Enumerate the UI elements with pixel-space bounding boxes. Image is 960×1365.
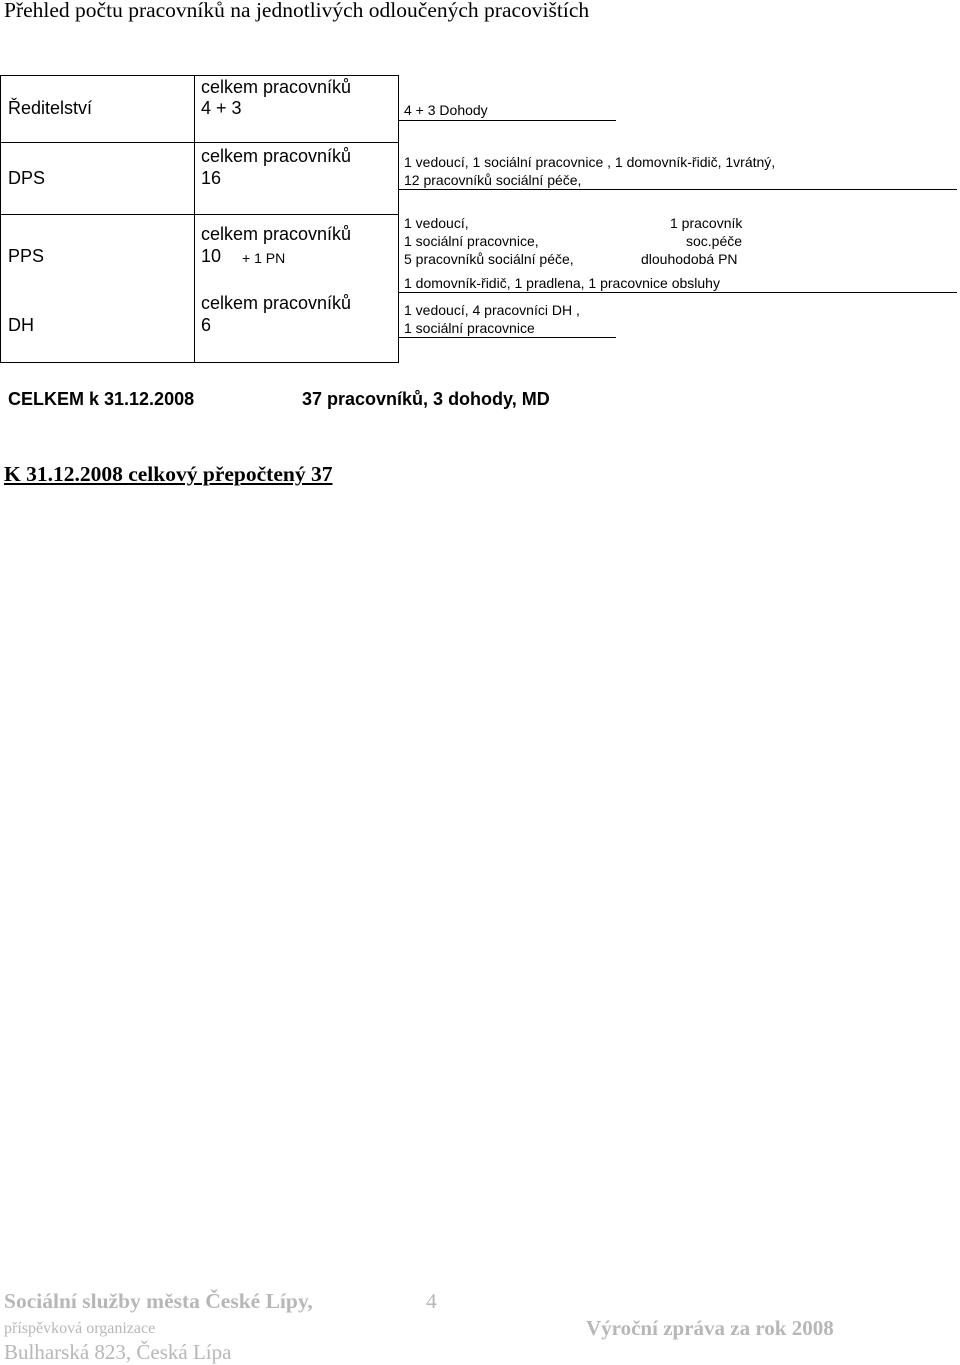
- staff-description: 1 vedoucí, 4 pracovníci DH ,: [404, 302, 580, 318]
- staff-description: 1 sociální pracovnice: [404, 320, 535, 336]
- unit-name: DPS: [8, 168, 46, 188]
- total-value: 37 pracovníků, 3 dohody, MD: [302, 389, 550, 409]
- table-col-divider-1: [194, 75, 195, 363]
- recalculated-total: K 31.12.2008 celkový přepočtený 37: [4, 462, 333, 486]
- count-value: 16: [201, 168, 222, 188]
- staff-description: 1 vedoucí,: [404, 215, 469, 231]
- staff-description: 1 domovník-řidič, 1 pradlena, 1 pracovnice obsluhy: [404, 275, 720, 291]
- table-row-line: [0, 142, 398, 143]
- footer-address: Bulharská 823, Česká Lípa: [4, 1340, 232, 1364]
- footer-report-title: Výroční zpráva za rok 2008: [586, 1316, 834, 1340]
- count-value: 6: [201, 315, 212, 335]
- staff-description: 4 + 3 Dohody: [404, 102, 488, 118]
- staff-description: 5 pracovníků sociální péče,: [404, 251, 574, 267]
- count-extra: + 1 PN: [242, 250, 286, 266]
- count-label: celkem pracovníků: [201, 293, 352, 313]
- count-value: 10: [201, 246, 222, 266]
- table-row-line: [0, 214, 398, 215]
- staff-description-right: 1 pracovník: [670, 215, 743, 231]
- table-top-line: [0, 75, 398, 76]
- staff-description-right: dlouhodobá PN: [641, 251, 738, 267]
- unit-name: Ředitelství: [8, 98, 93, 118]
- footer-organization-type: příspěvková organizace: [4, 1320, 156, 1337]
- desc-underline: [398, 292, 957, 293]
- table-col-divider-2: [398, 75, 399, 363]
- staff-description-right: soc.péče: [686, 233, 743, 249]
- count-label: celkem pracovníků: [201, 224, 352, 244]
- footer-organization-name: Sociální služby města České Lípy,: [4, 1289, 313, 1313]
- count-label: celkem pracovníků: [201, 77, 352, 97]
- desc-underline: [398, 189, 957, 190]
- count-value: 4 + 3: [201, 98, 242, 118]
- desc-underline: [398, 337, 616, 338]
- staff-description: 1 vedoucí, 1 sociální pracovnice , 1 domovník-řidič, 1vrátný,: [404, 154, 776, 170]
- staff-description: 1 sociální pracovnice,: [404, 233, 539, 249]
- unit-name: DH: [8, 315, 34, 335]
- table-left-border: [0, 75, 1, 363]
- total-label: CELKEM k 31.12.2008: [8, 389, 195, 409]
- page-number: 4: [426, 1289, 437, 1313]
- desc-underline: [398, 120, 616, 121]
- count-label: celkem pracovníků: [201, 146, 352, 166]
- page-heading: Přehled počtu pracovníků na jednotlivých odloučených pracovištích: [4, 0, 590, 22]
- staff-description: 12 pracovníků sociální péče,: [404, 172, 582, 188]
- table-bottom-line: [0, 362, 398, 363]
- unit-name: PPS: [8, 246, 45, 266]
